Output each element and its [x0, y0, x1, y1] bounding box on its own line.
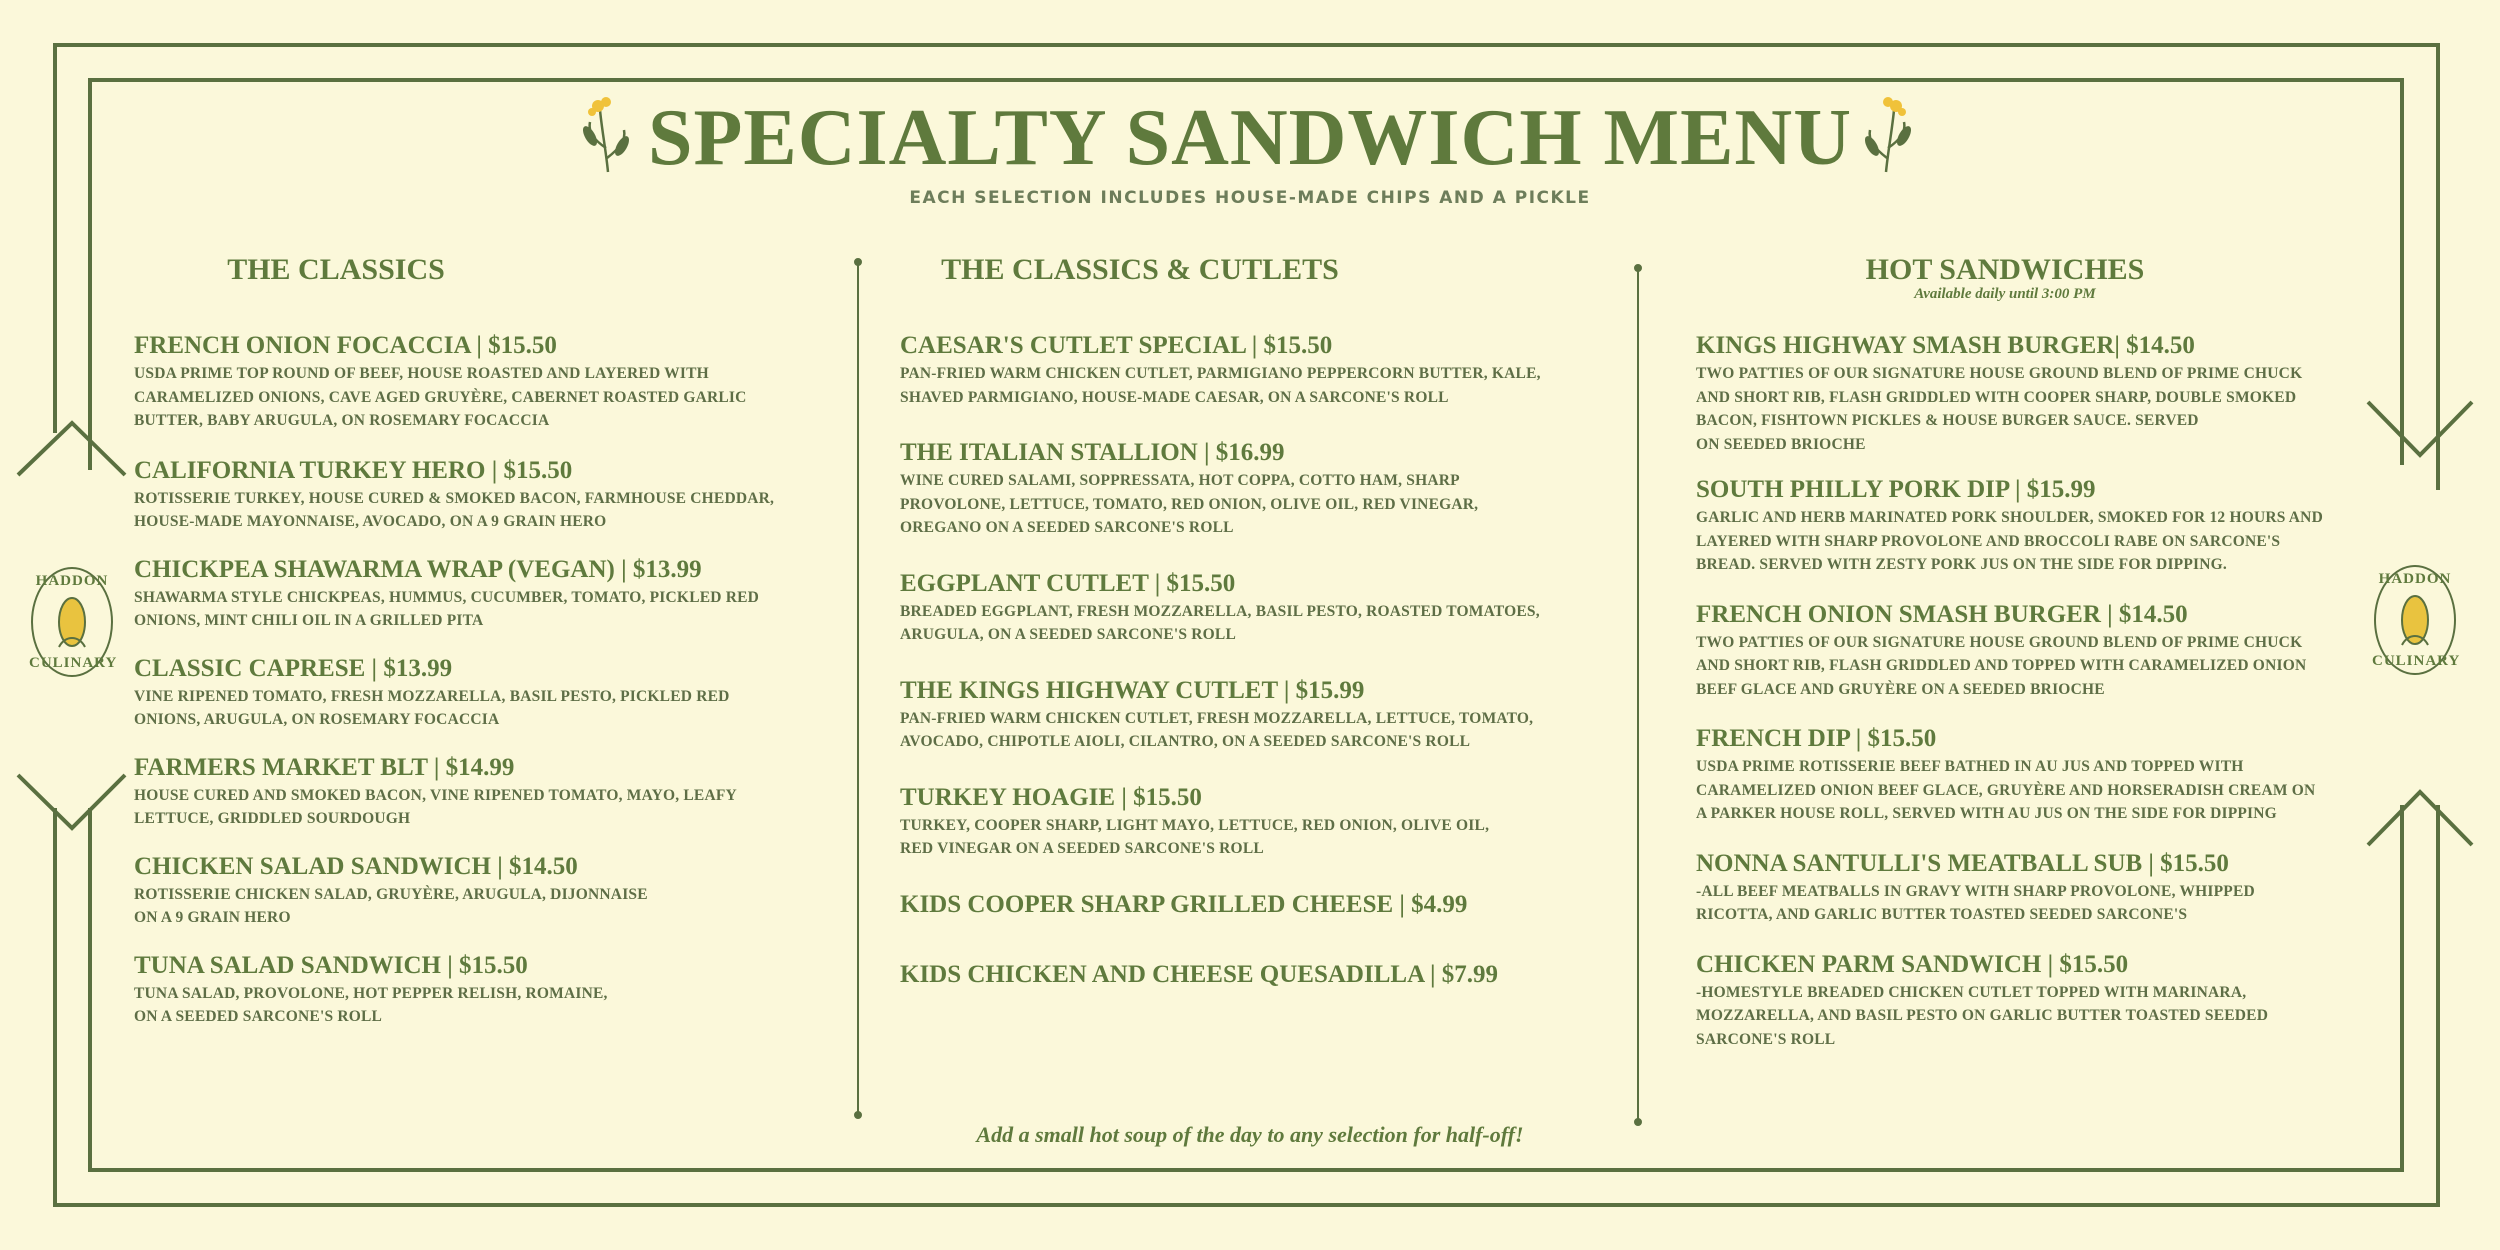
menu-item-desc: PAN-FRIED WARM CHICKEN CUTLET, FRESH MOZZARELLA, LETTUCE, TOMATO, AVOCADO, CHIPOTLE AIOLI, CILANTRO, ON A SEEDED SARCONE'S ROLL: [900, 709, 1534, 750]
menu-item-title: THE KINGS HIGHWAY CUTLET | $15.99: [900, 676, 1365, 704]
menu-item: [134, 455, 854, 534]
menu-item-title: TURKEY HOAGIE | $15.50: [900, 783, 1202, 811]
logo-text-bottom: CULINARY: [29, 655, 118, 671]
logo-text-top: HADDON: [2378, 571, 2452, 587]
footer-note: Add a small hot soup of the day to any selection for half-off!: [976, 1122, 1524, 1147]
menu-item-desc: WINE CURED SALAMI, SOPPRESSATA, HOT COPPA, COTTO HAM, SHARP PROVOLONE, LETTUCE, TOMATO, RED ONION, OLIVE OIL, RED VINEGAR, OREGANO ON A SEEDED SARCONE'S ROLL: [900, 472, 1479, 536]
hot-sandwiches-list: [1696, 330, 2416, 1071]
column-note: Available daily until 3:00 PM: [1914, 286, 2096, 302]
menu-item-title: SOUTH PHILLY PORK DIP | $15.99: [1696, 476, 2096, 503]
menu-item: [134, 554, 854, 633]
menu-item: [900, 782, 1620, 861]
menu-item-desc: BREADED EGGPLANT, FRESH MOZZARELLA, BASIL PESTO, ROASTED TOMATOES, ARUGULA, ON A SEEDED SARCONE'S ROLL: [900, 602, 1540, 643]
menu-item-desc: GARLIC AND HERB MARINATED PORK SHOULDER, SMOKED FOR 12 HOURS AND LAYERED WITH SHARP PROVOLONE AND BROCCOLI RABE ON SARCONE'S BREAD. SERVED WITH ZESTY PORK JUS ON THE SIDE FOR DIPPING.: [1696, 509, 2323, 573]
menu-item-desc: VINE RIPENED TOMATO, FRESH MOZZARELLA, BASIL PESTO, PICKLED RED ONIONS, ARUGULA, ON ROSEMARY FOCACCIA: [134, 687, 730, 728]
menu-item: [1696, 723, 2416, 826]
page-subtitle: EACH SELECTION INCLUDES HOUSE-MADE CHIPS AND A PICKLE: [909, 188, 1591, 208]
menu-item-desc: HOUSE CURED AND SMOKED BACON, VINE RIPENED TOMATO, MAYO, LEAFY LETTUCE, GRIDDLED SOURDOUGH: [134, 786, 737, 827]
menu-item: [900, 568, 1620, 647]
haddon-culinary-logo: [29, 565, 118, 679]
menu-item-desc: ROTISSERIE CHICKEN SALAD, GRUYÈRE, ARUGULA, DIJONNAISE ON A 9 GRAIN HERO: [134, 885, 648, 926]
menu-item-desc: TWO PATTIES OF OUR SIGNATURE HOUSE GROUND BLEND OF PRIME CHUCK AND SHORT RIB, FLASH GRIDDLED WITH COOPER SHARP, DOUBLE SMOKED BACON, FISHTOWN PICKLES & HOUSE BURGER SAUCE. SERVED ON SEEDED BRIOCHE: [1696, 365, 2303, 453]
column-hot-sandwiches: [1640, 250, 2400, 303]
menu-item: [1696, 330, 2416, 456]
menu-item: [900, 959, 1620, 991]
menu-item: [134, 653, 854, 732]
menu-item-title: TUNA SALAD SANDWICH | $15.50: [134, 951, 528, 979]
menu-item-desc: TURKEY, COOPER SHARP, LIGHT MAYO, LETTUCE, RED ONION, OLIVE OIL, RED VINEGAR ON A SEEDED SARCONE'S ROLL: [900, 816, 1490, 857]
menu-item: [900, 330, 1620, 409]
menu-item: [134, 330, 854, 433]
menu-item-title: CHICKEN PARM SANDWICH | $15.50: [1696, 950, 2129, 978]
menu-item-title: CHICKPEA SHAWARMA WRAP (VEGAN) | $13.99: [134, 555, 702, 583]
menu-item-desc: -HOMESTYLE BREADED CHICKEN CUTLET TOPPED WITH MARINARA, MOZZARELLA, AND BASIL PESTO ON GARLIC BUTTER TOASTED SEEDED SARCONE'S ROLL: [1696, 983, 2269, 1048]
menu-item-desc: USDA PRIME TOP ROUND OF BEEF, HOUSE ROASTED AND LAYERED WITH CARAMELIZED ONIONS, CAVE AGED GRUYÈRE, CABERNET ROASTED GARLIC BUTTER, BABY ARUGULA, ON ROSEMARY FOCACCIA: [134, 365, 747, 429]
menu-item-desc: TUNA SALAD, PROVOLONE, HOT PEPPER RELISH, ROMAINE, ON A SEEDED SARCONE'S ROLL: [134, 984, 608, 1025]
column-heading: THE CLASSICS & CUTLETS: [941, 253, 1339, 286]
menu-item: [1696, 949, 2416, 1052]
menu-item: [900, 889, 1620, 921]
menu-item-desc: ROTISSERIE TURKEY, HOUSE CURED & SMOKED BACON, FARMHOUSE CHEDDAR, HOUSE-MADE MAYONNAISE, AVOCADO, ON A 9 GRAIN HERO: [134, 489, 775, 530]
menu-item: [134, 950, 854, 1029]
menu-item: [1696, 848, 2416, 927]
menu-item-desc: TWO PATTIES OF OUR SIGNATURE HOUSE GROUND BLEND OF PRIME CHUCK AND SHORT RIB, FLASH GRIDDLED AND TOPPED WITH CARAMELIZED ONION BEEF GLACE AND GRUYÈRE ON A SEEDED BRIOCHE: [1696, 633, 2307, 698]
menu-item-desc: USDA PRIME ROTISSERIE BEEF BATHED IN AU JUS AND TOPPED WITH CARAMELIZED ONION BEEF GLACE, GRUYÈRE AND HORSERADISH CREAM ON A PARKER HOUSE ROLL, SERVED WITH AU JUS ON THE SIDE FOR DIPPING: [1696, 758, 2316, 822]
menu-item-title: KIDS CHICKEN AND CHEESE QUESADILLA | $7.99: [900, 960, 1498, 988]
page-title: SPECIALTY SANDWICH MENU: [648, 94, 1852, 182]
menu-item-title: CALIFORNIA TURKEY HERO | $15.50: [134, 456, 573, 484]
left-up-arrow: [18, 423, 125, 475]
menu-item: [134, 851, 854, 930]
menu-item-title: CAESAR'S CUTLET SPECIAL | $15.50: [900, 332, 1333, 359]
menu-item: [900, 437, 1620, 540]
menu-item-title: EGGPLANT CUTLET | $15.50: [900, 569, 1236, 597]
menu-item-title: NONNA SANTULLI'S MEATBALL SUB | $15.50: [1696, 849, 2229, 877]
menu-item-title: FRENCH ONION SMASH BURGER | $14.50: [1696, 600, 2188, 628]
menu-item-title: FARMERS MARKET BLT | $14.99: [134, 753, 515, 781]
menu-item-title: KIDS COOPER SHARP GRILLED CHEESE | $4.99: [900, 890, 1468, 918]
menu-item: [1696, 474, 2416, 577]
menu-item-title: CLASSIC CAPRESE | $13.99: [134, 654, 453, 682]
column-the-classics: [134, 250, 834, 290]
menu-item-title: THE ITALIAN STALLION | $16.99: [900, 439, 1285, 466]
menu-item-desc: PAN-FRIED WARM CHICKEN CUTLET, PARMIGIANO PEPPERCORN BUTTER, KALE, SHAVED PARMIGIANO, HOUSE-MADE CAESAR, ON A SARCONE'S ROLL: [900, 365, 1541, 406]
menu-item-desc: SHAWARMA STYLE CHICKPEAS, HUMMUS, CUCUMBER, TOMATO, PICKLED RED ONIONS, MINT CHILI OIL IN A GRILLED PITA: [134, 588, 760, 629]
logo-text-top: HADDON: [35, 573, 109, 589]
menu-item: [900, 675, 1620, 754]
column-classics-cutlets: [858, 250, 1638, 290]
logo-text-bottom: CULINARY: [2372, 653, 2461, 669]
left-down-arrow: [18, 775, 125, 828]
menu-item-title: CHICKEN SALAD SANDWICH | $14.50: [134, 852, 578, 880]
menu-item-title: FRENCH ONION FOCACCIA | $15.50: [134, 332, 557, 359]
column-heading: THE CLASSICS: [227, 253, 445, 286]
menu-item: [134, 752, 854, 831]
cutlets-list: [900, 330, 1620, 1029]
menu-item-title: KINGS HIGHWAY SMASH BURGER| $14.50: [1696, 332, 2195, 359]
classics-list: [134, 330, 854, 1049]
menu-item: [1696, 599, 2416, 702]
menu-item-desc: -ALL BEEF MEATBALLS IN GRAVY WITH SHARP PROVOLONE, WHIPPED RICOTTA, AND GARLIC BUTTER TOASTED SEEDED SARCONE'S: [1696, 882, 2255, 923]
column-heading: HOT SANDWICHES: [1865, 253, 2145, 286]
menu-item-title: FRENCH DIP | $15.50: [1696, 725, 1937, 752]
